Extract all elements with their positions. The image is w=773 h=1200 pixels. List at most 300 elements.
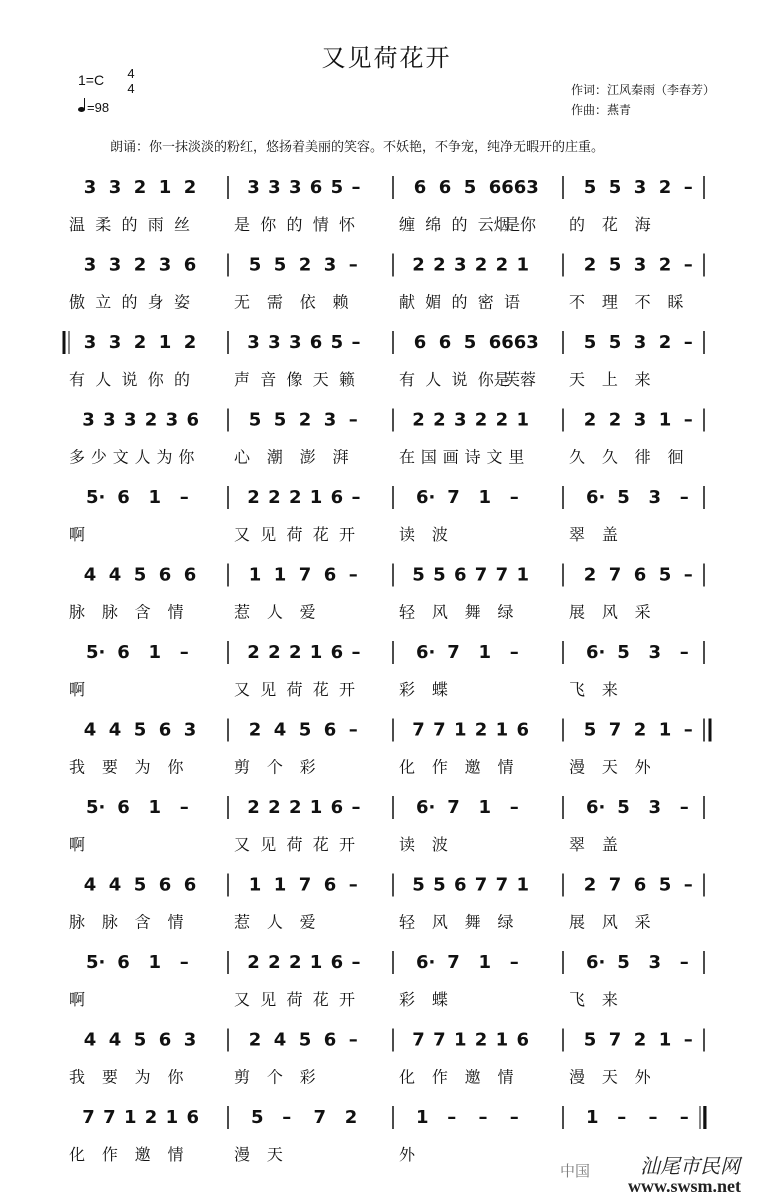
jianpu-note: 3	[288, 332, 302, 353]
lyric-syllable: 开	[339, 835, 356, 854]
jianpu-note: 5·	[85, 952, 106, 973]
jianpu-note: 1	[248, 564, 262, 586]
jianpu-note: 6·	[415, 642, 436, 663]
jianpu-note: –	[348, 1029, 358, 1051]
jianpu-note: 7	[495, 874, 509, 896]
jianpu-note: 2	[658, 332, 672, 353]
lyric-syllable: 依	[299, 292, 316, 312]
jianpu-note: 5	[248, 409, 262, 431]
jianpu-note: 3	[648, 487, 661, 508]
jianpu-note: 2	[583, 254, 597, 276]
jianpu-note: 5·	[85, 487, 106, 508]
lyric-syllable: 化	[399, 1067, 416, 1087]
lyric-syllable: 声	[234, 370, 251, 389]
lyric-syllable: 在	[399, 447, 416, 467]
jianpu-note: 3	[453, 409, 467, 431]
jianpu-note: 2	[433, 254, 446, 276]
jianpu-note: –	[351, 332, 361, 353]
lyric-syllable: 脉	[101, 602, 118, 622]
lyric-syllable: 人	[425, 370, 442, 389]
jianpu-note: 4	[273, 719, 287, 741]
jianpu-note: 1	[495, 1029, 509, 1051]
jianpu-note: 6	[183, 254, 197, 276]
jianpu-note: 1	[248, 874, 262, 896]
jianpu-note: 6	[633, 874, 647, 896]
lyric-syllable: 籁	[339, 370, 356, 389]
lyric-syllable: 不	[634, 292, 651, 312]
lyric-syllable: 的	[451, 292, 468, 312]
jianpu-note: 2	[248, 1029, 262, 1051]
jianpu-note: 6	[117, 797, 130, 818]
jianpu-note: –	[509, 952, 519, 973]
lyric-syllable: 为	[134, 757, 151, 777]
lyric-syllable: 又	[234, 680, 251, 699]
jianpu-note: 6	[158, 719, 172, 741]
jianpu-note: –	[617, 1107, 627, 1128]
lyric-syllable: 翠	[569, 525, 586, 544]
lyric-syllable: 立	[95, 292, 112, 312]
jianpu-note: 7	[103, 1107, 116, 1128]
lyric-syllable: 里	[508, 447, 525, 467]
jianpu-note: 6	[323, 874, 337, 896]
lyric-syllable: 舞	[464, 912, 481, 932]
jianpu-note: –	[348, 874, 358, 896]
lyric-syllable: 采	[634, 912, 651, 932]
lyric-syllable: 媚	[425, 292, 442, 312]
jianpu-note: 5	[617, 487, 630, 508]
lyric-syllable: 展	[569, 912, 586, 932]
jianpu-note: 1	[309, 642, 323, 663]
lyric-syllable: 绿	[497, 602, 514, 622]
jianpu-note: 6	[117, 642, 130, 663]
jianpu-note: 6	[186, 409, 199, 431]
jianpu-note: 3	[108, 254, 122, 276]
jianpu-note: 6	[309, 332, 323, 353]
lyric-syllable: 开	[339, 680, 356, 699]
jianpu-note: 5	[608, 177, 622, 198]
jianpu-note: 5	[583, 1029, 597, 1051]
jianpu-note: 4	[273, 1029, 287, 1051]
lyric-syllable: 柔	[95, 215, 112, 234]
lyric-syllable: 啊	[69, 525, 86, 544]
lyric-syllable: 外	[634, 1067, 651, 1087]
lyric-syllable: 澎	[299, 447, 316, 467]
jianpu-note: 4	[83, 564, 97, 586]
lyric-syllable: 雨	[147, 215, 164, 234]
jianpu-note: 6	[413, 177, 427, 198]
jianpu-note: 5	[583, 177, 597, 198]
lyric-syllable: 花	[312, 680, 329, 699]
lyric-syllable: 个	[266, 757, 283, 777]
lyric-syllable: 理	[601, 292, 618, 312]
jianpu-note: 2	[288, 642, 302, 663]
jianpu-note: 1	[309, 797, 323, 818]
jianpu-note: 3	[268, 332, 281, 353]
jianpu-note: –	[179, 797, 189, 818]
lyric-syllable: 人	[95, 370, 112, 389]
lyric-syllable: 上	[601, 370, 618, 389]
jianpu-note: 5	[433, 564, 446, 586]
lyric-syllable: 蝶	[431, 680, 448, 699]
jianpu-note: 5	[608, 332, 622, 353]
jianpu-note: 3	[165, 409, 179, 431]
lyric-syllable: 个	[266, 1067, 283, 1087]
jianpu-note: 5	[617, 952, 630, 973]
lyric-syllable: 花	[601, 215, 618, 234]
lyric-syllable: 你	[167, 757, 184, 777]
jianpu-note: 5·	[85, 797, 106, 818]
jianpu-note: 7	[474, 874, 488, 896]
jianpu-note: 2	[268, 952, 281, 973]
jianpu-note: 6·	[585, 952, 606, 973]
jianpu-note: 2	[298, 254, 312, 276]
lyric-syllable: 啊	[69, 680, 86, 699]
jianpu-note: –	[683, 874, 693, 896]
jianpu-note: 1	[478, 952, 491, 973]
lyric-syllable: 是你	[504, 215, 537, 234]
lyric-syllable: 展	[569, 602, 586, 622]
lyric-syllable: 你	[147, 370, 164, 389]
jianpu-note: 6	[183, 874, 197, 896]
lyric-syllable: 爱	[299, 912, 316, 932]
lyric-syllable: 荷	[286, 525, 303, 544]
tempo-value: =98	[87, 100, 110, 115]
lyric-syllable: 邀	[464, 1067, 481, 1087]
jianpu-note: 5	[273, 254, 287, 276]
jianpu-note: 6	[516, 719, 529, 741]
watermark-text: 中国	[560, 1162, 591, 1180]
jianpu-note: 5	[583, 332, 597, 353]
lyric-syllable: 采	[634, 602, 651, 622]
jianpu-note: 2	[412, 254, 425, 276]
jianpu-note: –	[679, 952, 689, 973]
jianpu-note: 2	[268, 642, 281, 663]
jianpu-note: 7	[447, 642, 460, 663]
jianpu-note: 5	[273, 409, 287, 431]
lyric-syllable: 像	[286, 370, 303, 389]
jianpu-note: 5	[298, 719, 312, 741]
jianpu-note: 2	[608, 409, 622, 431]
jianpu-note: 2	[247, 487, 260, 508]
jianpu-note: 3	[648, 952, 661, 973]
jianpu-note: 6·	[415, 487, 436, 508]
lyric-syllable: 姿	[174, 292, 191, 312]
jianpu-note: 6	[453, 564, 467, 586]
lyric-syllable: 不	[569, 292, 586, 312]
jianpu-note: 6	[323, 564, 337, 586]
lyric-syllable: 波	[431, 525, 448, 544]
lyric-syllable: 漫	[569, 1067, 586, 1087]
jianpu-note: 2	[133, 177, 147, 198]
jianpu-note: 4	[108, 1029, 122, 1051]
jianpu-note: 1	[516, 564, 529, 586]
jianpu-note: 3	[633, 254, 647, 276]
jianpu-note: 7	[313, 1107, 326, 1128]
jianpu-note: 5	[330, 177, 344, 198]
lyric-syllable: 荷	[286, 990, 303, 1009]
jianpu-note: 1	[585, 1107, 599, 1128]
site-brand: 汕尾市民网	[640, 1154, 740, 1178]
lyric-syllable: 翠	[569, 835, 586, 854]
lyric-syllable: 绿	[497, 912, 514, 932]
jianpu-note: 5	[608, 254, 622, 276]
jianpu-note: 5	[330, 332, 344, 353]
lyric-syllable: 见	[260, 680, 277, 699]
lyric-syllable: 风	[601, 602, 618, 622]
jianpu-note: 5	[133, 874, 147, 896]
jianpu-note: 2	[183, 177, 197, 198]
jianpu-note: 5	[463, 332, 477, 353]
lyric-syllable: 情	[167, 602, 184, 622]
lyric-syllable: 邀	[134, 1145, 151, 1164]
jianpu-note: 6	[330, 487, 344, 508]
jianpu-note: 5	[658, 564, 672, 586]
lyric-syllable: 天	[601, 1067, 618, 1087]
jianpu-note: 2	[633, 1029, 647, 1051]
lyric-syllable: 说	[451, 370, 468, 389]
lyric-syllable: 花	[312, 525, 329, 544]
jianpu-note: 2	[433, 409, 446, 431]
jianpu-note: –	[683, 1029, 693, 1051]
lyric-syllable: 你	[178, 447, 195, 467]
lyric-syllable: 海	[634, 215, 651, 234]
jianpu-note: –	[648, 1107, 658, 1128]
jianpu-note: 3	[268, 177, 281, 198]
lyric-syllable: 缠	[399, 215, 416, 234]
jianpu-note: 3	[123, 409, 137, 431]
jianpu-note: 7	[608, 874, 622, 896]
jianpu-note: 63	[513, 332, 539, 353]
jianpu-note: 6	[183, 564, 197, 586]
jianpu-note: 3	[648, 642, 661, 663]
jianpu-note: 7	[298, 564, 312, 586]
jianpu-note: 7	[608, 719, 622, 741]
jianpu-note: –	[348, 564, 358, 586]
jianpu-note: 3	[323, 409, 337, 431]
lyric-syllable: 盖	[601, 525, 618, 544]
jianpu-note: 1	[415, 1107, 429, 1128]
lyric-syllable: 彩	[399, 990, 416, 1009]
jianpu-note: 2	[344, 1107, 358, 1128]
lyric-syllable: 邀	[464, 757, 481, 777]
lyric-syllable: 荷	[286, 680, 303, 699]
jianpu-note: 7	[412, 719, 425, 741]
lyric-syllable: 外	[634, 757, 651, 777]
lyric-syllable: 舞	[464, 602, 481, 622]
lyric-syllable: 心	[234, 447, 251, 467]
lyric-syllable: 情	[167, 912, 184, 932]
lyric-syllable: 作	[431, 1067, 448, 1087]
lyric-syllable: 人	[266, 912, 283, 932]
jianpu-note: 7	[608, 564, 622, 586]
jianpu-note: 1	[165, 1107, 179, 1128]
lyric-syllable: 荷	[286, 835, 303, 854]
lyric-syllable: 含	[134, 602, 151, 622]
jianpu-note: –	[683, 332, 693, 353]
lyric-syllable: 花	[312, 990, 329, 1009]
lyric-syllable: 的	[121, 215, 138, 234]
jianpu-note: 2	[247, 952, 260, 973]
jianpu-note: 2	[144, 409, 158, 431]
jianpu-note: 1	[453, 719, 467, 741]
jianpu-note: 3	[103, 409, 116, 431]
lyric-syllable: 又	[234, 835, 251, 854]
jianpu-note: 6	[330, 642, 344, 663]
jianpu-note: –	[679, 487, 689, 508]
jianpu-note: 2	[474, 1029, 488, 1051]
jianpu-note: 3	[108, 332, 122, 353]
lyric-syllable: 赖	[332, 292, 349, 312]
jianpu-note: –	[351, 797, 361, 818]
lyric-syllable: 音	[260, 370, 277, 389]
jianpu-note: –	[179, 487, 189, 508]
lyric-syllable: 剪	[234, 757, 251, 777]
lyric-syllable: 天	[266, 1145, 283, 1164]
jianpu-note: 2	[298, 409, 312, 431]
lyric-syllable: 久	[601, 447, 618, 467]
jianpu-note: 3	[323, 254, 337, 276]
lyric-syllable: 要	[101, 1067, 118, 1087]
lyric-syllable: 漫	[569, 757, 586, 777]
jianpu-note: 2	[583, 874, 597, 896]
lyric-syllable: 开	[339, 525, 356, 544]
jianpu-note: 2	[474, 409, 488, 431]
jianpu-note: –	[509, 642, 519, 663]
jianpu-note: 66	[488, 177, 514, 198]
jianpu-note: 6	[117, 952, 130, 973]
lyric-syllable: 作	[431, 757, 448, 777]
jianpu-note: 4	[83, 1029, 97, 1051]
lyric-syllable: 又	[234, 525, 251, 544]
jianpu-note: –	[683, 177, 693, 198]
lyric-syllable: 我	[69, 757, 86, 777]
lyric-syllable: 你是	[477, 370, 510, 389]
jianpu-note: 6	[186, 1107, 199, 1128]
jianpu-note: 7	[447, 952, 460, 973]
lyric-syllable: 盖	[601, 835, 618, 854]
jianpu-note: –	[679, 797, 689, 818]
song-title: 又见荷花开	[321, 44, 452, 72]
lyric-syllable: 湃	[332, 447, 349, 467]
jianpu-note: 6	[117, 487, 130, 508]
jianpu-note: –	[679, 1107, 689, 1128]
lyric-syllable: 语	[504, 292, 521, 312]
jianpu-note: 1	[516, 409, 529, 431]
jianpu-note: 1	[158, 332, 172, 353]
lyric-syllable: 风	[601, 912, 618, 932]
jianpu-note: 6	[330, 797, 344, 818]
lyric-syllable: 天	[312, 370, 329, 389]
jianpu-note: 1	[309, 487, 323, 508]
jianpu-note: 2	[247, 797, 260, 818]
lyric-syllable: 轻	[399, 602, 416, 622]
jianpu-note: 3	[83, 254, 97, 276]
lyric-syllable: 读	[399, 525, 416, 544]
lyric-syllable: 来	[634, 370, 651, 389]
lyric-syllable: 温	[69, 215, 86, 234]
jianpu-note: 2	[658, 254, 672, 276]
lyric-syllable: 人	[134, 447, 151, 467]
lyric-syllable: 说	[121, 370, 138, 389]
jianpu-note: 2	[248, 719, 262, 741]
lyric-syllable: 读	[399, 835, 416, 854]
jianpu-note: 1	[158, 177, 172, 198]
jianpu-note: 5	[250, 1107, 264, 1128]
jianpu-note: –	[348, 719, 358, 741]
jianpu-note: –	[509, 797, 519, 818]
jianpu-note: 5	[463, 177, 477, 198]
lyric-syllable: 啊	[69, 835, 86, 854]
lyric-syllable: 彩	[399, 680, 416, 699]
jianpu-note: 3	[158, 254, 172, 276]
jianpu-note: 1	[478, 487, 491, 508]
lyric-syllable: 傲	[69, 292, 86, 312]
lyric-syllable: 剪	[234, 1067, 251, 1087]
lyric-syllable: 的	[569, 215, 586, 234]
lyricist: 作词：江风秦雨（李春芳）	[571, 83, 716, 97]
jianpu-note: 3	[633, 332, 647, 353]
lyric-syllable: 波	[431, 835, 448, 854]
lyric-syllable: 久	[569, 447, 586, 467]
jianpu-note: 6·	[585, 487, 606, 508]
jianpu-note: 2	[247, 642, 260, 663]
jianpu-note: 6·	[585, 797, 606, 818]
jianpu-note: –	[683, 409, 693, 431]
jianpu-note: –	[348, 254, 358, 276]
jianpu-note: 7	[447, 797, 460, 818]
jianpu-note: 3	[83, 177, 97, 198]
jianpu-note: 1	[273, 874, 287, 896]
lyric-syllable: 情	[312, 215, 329, 234]
jianpu-note: 2	[268, 797, 281, 818]
lyric-syllable: 文	[486, 447, 503, 467]
lyric-syllable: 蝶	[431, 990, 448, 1009]
jianpu-note: 2	[133, 254, 147, 276]
jianpu-note: 5	[133, 1029, 147, 1051]
jianpu-note: 7	[608, 1029, 622, 1051]
jianpu-note: 1	[148, 952, 161, 973]
lyric-syllable: 彩	[299, 1067, 316, 1087]
lyric-syllable: 密	[477, 292, 494, 312]
jianpu-note: 5	[133, 564, 147, 586]
jianpu-note: 7	[412, 1029, 425, 1051]
lyric-syllable: 啊	[69, 990, 86, 1009]
lyric-syllable: 画	[442, 447, 459, 467]
lyric-syllable: 作	[101, 1145, 118, 1164]
jianpu-note: 5·	[85, 642, 106, 663]
lyric-syllable: 要	[101, 757, 118, 777]
lyric-syllable: 天	[569, 370, 586, 389]
lyric-syllable: 来	[601, 680, 618, 699]
site-url: www.swsm.net	[628, 1176, 742, 1196]
lyric-syllable: 风	[431, 602, 448, 622]
lyric-syllable: 你	[167, 1067, 184, 1087]
jianpu-note: 1	[658, 1029, 672, 1051]
jianpu-note: 2	[183, 332, 197, 353]
jianpu-note: –	[282, 1107, 292, 1128]
time-signature-bottom: 4	[127, 81, 135, 96]
jianpu-note: 6	[158, 874, 172, 896]
time-signature-top: 4	[127, 66, 135, 81]
jianpu-note: –	[509, 487, 519, 508]
jianpu-note: –	[351, 177, 361, 198]
jianpu-note: 2	[583, 564, 597, 586]
jianpu-note: 1	[478, 797, 491, 818]
lyric-syllable: 潮	[266, 447, 283, 467]
jianpu-note: 6	[323, 1029, 337, 1051]
jianpu-note: –	[351, 487, 361, 508]
jianpu-note: 6	[330, 952, 344, 973]
